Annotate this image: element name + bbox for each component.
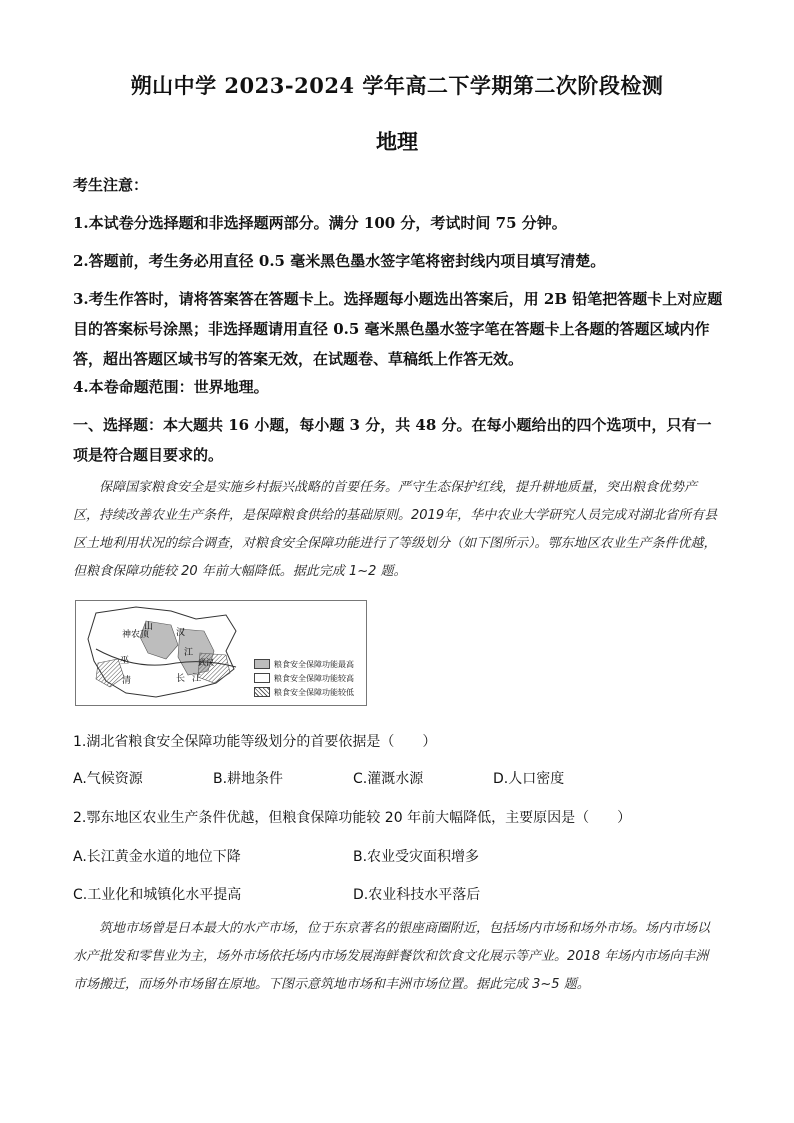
section1-heading: 一、选择题：本大题共 16 小题，每小题 3 分，共 48 分。在每小题给出的四个选项中，只有一项是符合题目要求的。	[73, 416, 712, 464]
map-label-shan: 山	[144, 622, 154, 632]
q1-option-c[interactable]: C.灌溉水源	[353, 771, 424, 787]
map-label-jiang-1: 江	[184, 648, 194, 658]
q1-option-d[interactable]: D.人口密度	[493, 771, 565, 787]
legend-label-high: 粮食安全保障功能最高	[274, 659, 354, 669]
notice-heading: 考生注意：	[73, 176, 149, 194]
legend-label-mid: 粮食安全保障功能较高	[274, 673, 354, 683]
map-label-han: 汉	[176, 628, 186, 638]
question-1-stem: 1.湖北省粮食安全保障功能等级划分的首要依据是（ ）	[73, 734, 437, 750]
legend-swatch-mid	[254, 673, 270, 683]
map-label-qing: 清	[122, 676, 132, 686]
hubei-map	[75, 600, 367, 706]
map-label-jiang-2: 江	[192, 674, 202, 684]
question-2-options-row2	[73, 884, 723, 904]
legend-label-low: 粮食安全保障功能较低	[274, 687, 354, 697]
map-label-wuhan: 武汉	[198, 658, 214, 667]
q2-option-d[interactable]: D.农业科技水平落后	[353, 887, 481, 903]
question-1-options	[73, 768, 723, 788]
q2-option-c[interactable]: C.工业化和城镇化水平提高	[73, 887, 242, 903]
map-label-shennongding: 神农顶	[122, 630, 150, 640]
map-label-chang: 长	[176, 674, 186, 684]
legend-swatch-low	[254, 687, 270, 697]
passage-1: 保障国家粮食安全是实施乡村振兴战略的首要任务。严守生态保护红线，提升耕地质量，突出粮食优势产区，持续改善农业生产条件，是保障粮食供给的基础原则。2019年，华中农业大学研究人员完成对湖北省所有县区土地利用状况的综合调查，对粮食安全保障功能进行了等级划分（如下图所示）。鄂东地区农业生产条件优越，但粮食保障功能较 20 年前大幅降低。据此完成 1~2 题。	[73, 480, 718, 579]
notice-item-1: 1.本试卷分选择题和非选择题两部分。满分 100 分，考试时间 75 分钟。	[73, 214, 567, 232]
question-2-stem: 2.鄂东地区农业生产条件优越，但粮食保障功能较 20 年前大幅降低，主要原因是（ ）	[73, 810, 632, 826]
legend-swatch-high	[254, 659, 270, 669]
q2-option-b[interactable]: B.农业受灾面积增多	[353, 849, 480, 865]
legend-item-mid	[254, 671, 354, 685]
question-2-options-row1	[73, 846, 723, 866]
notice-item-3: 3.考生作答时，请将答案答在答题卡上。选择题每小题选出答案后，用 2B 铅笔把答题卡上对应题目的答案标号涂黑；非选择题请用直径 0.5 毫米黑色墨水签字笔在答题卡上各题的答题区域内作答，超出答题区域书写的答案无效，在试题卷、草稿纸上作答无效。	[73, 290, 723, 368]
exam-subject: 地理	[376, 129, 418, 154]
legend-item-low	[254, 685, 354, 699]
notice-item-2: 2.答题前，考生务必用直径 0.5 毫米黑色墨水签字笔将密封线内项目填写清楚。	[73, 252, 606, 270]
q1-option-a[interactable]: A.气候资源	[73, 771, 143, 787]
q1-option-b[interactable]: B.耕地条件	[213, 771, 284, 787]
legend-item-high	[254, 657, 354, 671]
notice-item-4: 4.本卷命题范围：世界地理。	[73, 378, 269, 396]
passage-2: 筑地市场曾是日本最大的水产市场，位于东京著名的银座商圈附近，包括场内市场和场外市场。场内市场以水产批发和零售业为主，场外市场依托场内市场发展海鲜餐饮和饮食文化展示等产业。2018 年场内市场向丰洲市场搬迁，而场外市场留在原地。下图示意筑地市场和丰洲市场位置。据此完成 3~5 题。	[73, 921, 711, 992]
map-legend	[254, 657, 354, 699]
q2-option-a[interactable]: A.长江黄金水道的地位下降	[73, 849, 241, 865]
exam-title: 朔山中学 2023-2024 学年高二下学期第二次阶段检测	[130, 73, 664, 98]
map-label-wu: 巫	[120, 656, 130, 666]
